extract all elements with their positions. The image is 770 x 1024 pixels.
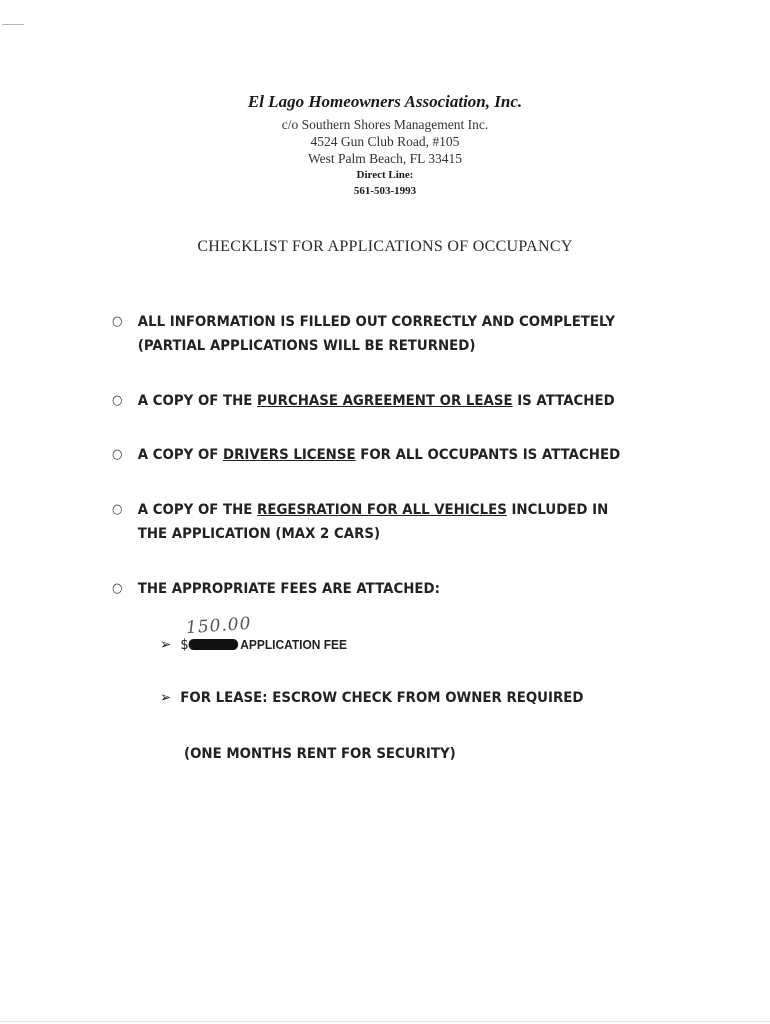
application-fee-label: APPLICATION FEE <box>240 637 348 652</box>
text-segment: A COPY OF THE <box>137 393 258 409</box>
checklist-item-text: THE APPLICATION (MAX 2 CARS) <box>137 526 381 542</box>
text-segment: A COPY OF <box>137 447 224 463</box>
direct-line-label: Direct Line: <box>356 169 414 181</box>
fee-application-line <box>160 637 638 653</box>
text-segment: FOR ALL OCCUPANTS IS ATTACHED <box>355 447 621 463</box>
checklist-item-registration <box>112 498 646 546</box>
currency-symbol: $ <box>180 637 189 653</box>
checklist-item-text: (PARTIAL APPLICATIONS WILL BE RETURNED) <box>137 338 476 354</box>
page-title: CHECKLIST FOR APPLICATIONS OF OCCUPANCY <box>197 238 573 255</box>
arrow-bullet-icon: ➢ <box>160 690 172 706</box>
checkbox-bullet-icon: ○ <box>112 314 123 329</box>
care-of-line: c/o Southern Shores Management Inc. <box>281 117 489 132</box>
checklist-item-text <box>138 389 646 413</box>
checkbox-bullet-icon: ○ <box>112 447 123 462</box>
checklist-item-text: THE APPROPRIATE FEES ARE ATTACHED: <box>137 581 440 597</box>
redaction-mark <box>189 639 239 650</box>
checklist-item-text <box>138 443 646 467</box>
handwritten-amount: 150.00 <box>185 613 253 639</box>
city-state-zip: West Palm Beach, FL 33415 <box>307 151 463 166</box>
fee-lease-escrow-line <box>160 690 638 706</box>
checkbox-bullet-icon: ○ <box>112 581 123 596</box>
checklist-item-text: ALL INFORMATION IS FILLED OUT CORRECTLY AND COMPLETELY <box>137 314 616 330</box>
scan-artifact <box>2 24 24 25</box>
checkbox-bullet-icon: ○ <box>112 502 123 517</box>
underlined-text: DRIVERS LICENSE <box>223 447 356 463</box>
checklist-item-fees <box>112 577 646 601</box>
text-segment: A COPY OF THE <box>137 502 258 518</box>
checklist-item-text <box>138 498 646 522</box>
street-address: 4524 Gun Club Road, #105 <box>310 134 460 149</box>
arrow-bullet-icon: ➢ <box>160 637 172 653</box>
checklist-item-purchase <box>112 389 646 413</box>
scan-artifact <box>0 1021 770 1022</box>
letterhead <box>150 92 620 199</box>
underlined-text: PURCHASE AGREEMENT OR LEASE <box>257 393 513 409</box>
lease-escrow-text: FOR LEASE: ESCROW CHECK FROM OWNER REQUIRED <box>180 690 584 706</box>
checklist-item-license <box>112 443 646 467</box>
checklist-item-info <box>112 310 646 358</box>
checkbox-bullet-icon: ○ <box>112 393 123 408</box>
direct-line-number: 561-503-1993 <box>353 185 417 197</box>
text-segment: IS ATTACHED <box>512 393 615 409</box>
organization-name: El Lago Homeowners Association, Inc. <box>247 92 523 111</box>
text-segment: INCLUDED IN <box>506 502 609 518</box>
underlined-text: REGESRATION FOR ALL VEHICLES <box>257 502 507 518</box>
security-note: (ONE MONTHS RENT FOR SECURITY) <box>184 746 456 762</box>
